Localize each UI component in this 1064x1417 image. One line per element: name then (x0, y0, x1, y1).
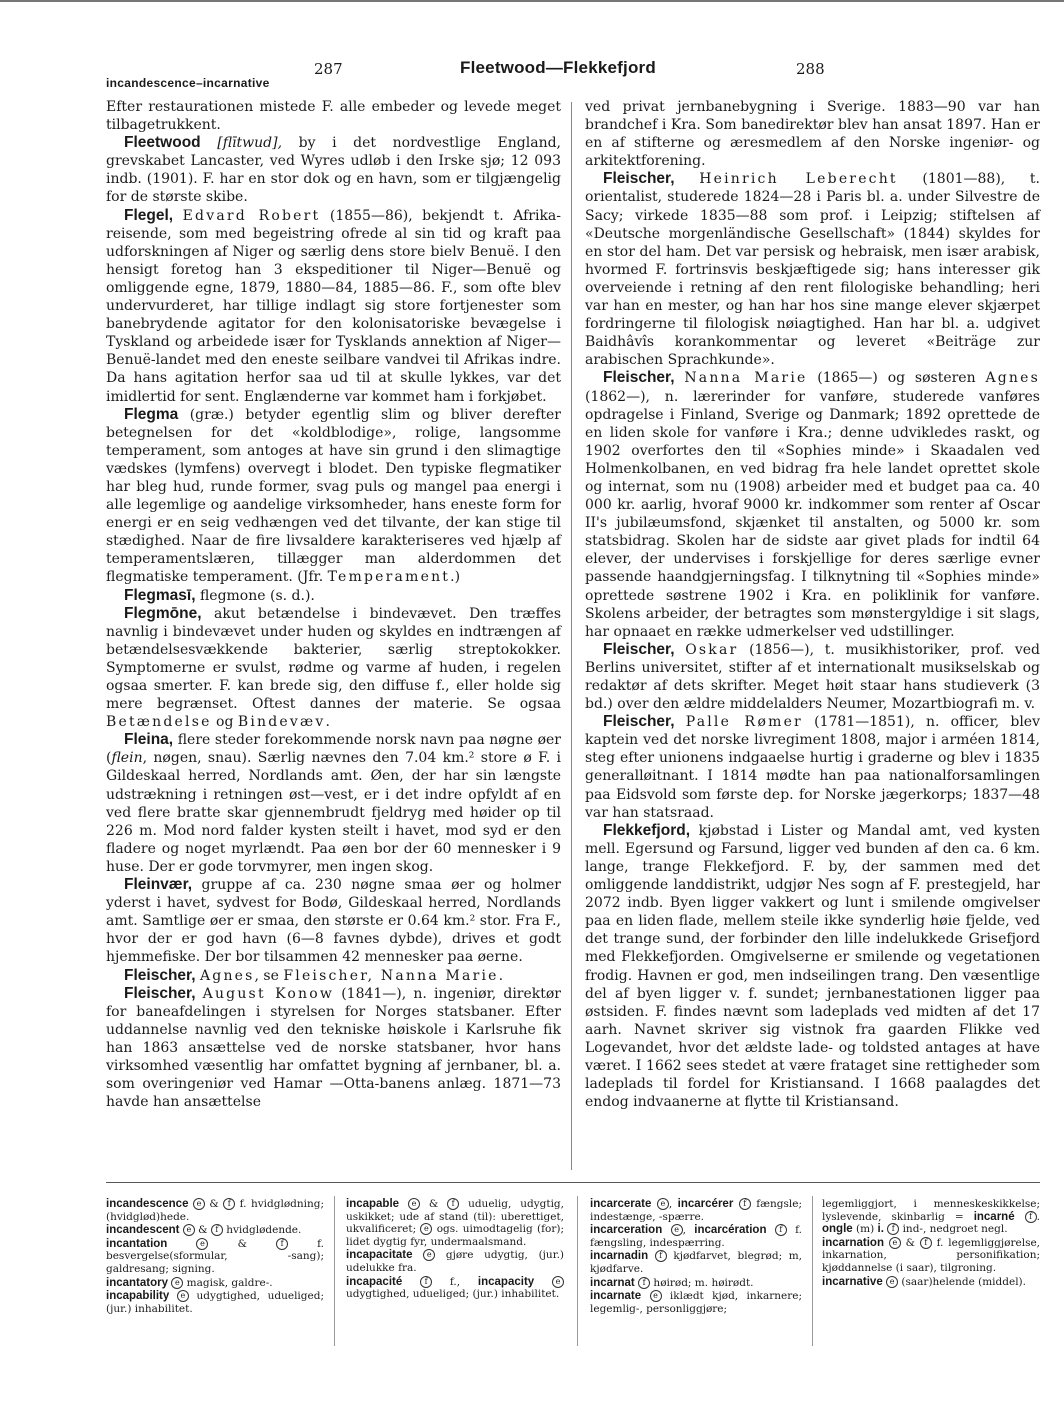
entry-text (196, 986, 203, 1002)
entry-text: (m) (852, 1223, 878, 1236)
footnote-divider (334, 1196, 335, 1346)
entry-text: f. fængsling, indespærring. (590, 1224, 803, 1249)
entry-text: & (194, 1224, 211, 1237)
spaced-name: Edvard Robert (182, 207, 321, 224)
language-mark: f (211, 1224, 223, 1236)
language-mark: e (552, 1276, 564, 1288)
entry-text: (1856—), t. musikhistoriker, prof. ved Berlins universitet, stifter af et internationalt musikselskab og redaktør af dets skrifter. Meget høit staar hans studieverk (3 bd.) over den ældre middelalders Neumer, Mozartbiografi m. v. (585, 641, 1040, 713)
headword: incapacitate (346, 1249, 413, 1262)
headword: Flegel, (124, 206, 174, 224)
dictionary-entry (585, 822, 1040, 1112)
pronunciation: [flītwud], (217, 135, 283, 152)
dictionary-entry (585, 713, 1040, 822)
dictionary-entry (106, 134, 561, 206)
headword: incarnative (822, 1275, 883, 1288)
entry-text (201, 135, 218, 151)
language-mark: e (177, 1290, 189, 1302)
entry-text: . (325, 714, 330, 731)
language-mark: f (447, 1198, 459, 1210)
page-number-right: 288 (796, 60, 825, 78)
footnote-rule (106, 1182, 1040, 1183)
headword: Fleischer, (603, 640, 675, 658)
language-mark: e (171, 1277, 183, 1289)
headword: incarceration (590, 1224, 663, 1237)
entry-text: f., (432, 1275, 478, 1288)
language-mark: e (193, 1198, 205, 1210)
headword: incarcérer (677, 1198, 734, 1210)
entry-text: legemliggjort, i menneskeskikkelse; lyslevende, skinbarlig = (822, 1198, 1040, 1223)
spaced-name: Agnes (985, 370, 1040, 387)
entry-text (648, 1250, 655, 1262)
entry-text: flegmone (s. d.). (195, 587, 315, 604)
entry-text: (1865—) og søsteren (807, 370, 986, 387)
entry-text: (1841—), n. ingeniør, direktør for baneafdelingen i styrelsen for Norges statsbaner. Efter uddannelse navnlig ved den tekniske høiskole i Karlsruhe fik han 1863 ansættelse ved de norske statsbaner, hvor hans virksomhed væsentlig har omfattet bygning af jernbaner, bl. a. som overingeniør ved Hamar —Otta-banens anlæg. 1871—73 havde han ansættelse (106, 985, 561, 1111)
entry-text: iklædt kjød, inkarnere; legemlig-, personliggjøre; (590, 1290, 802, 1315)
footnote-entry (590, 1250, 802, 1275)
dictionary-entry (585, 98, 1040, 170)
footnote-column-3 (590, 1198, 802, 1316)
language-mark: e (657, 1198, 669, 1210)
dictionary-entry (106, 985, 561, 1112)
entry-text: gjøre udygtig, (jur.) udelukke fra. (346, 1249, 564, 1274)
headword: Fleischer, (603, 369, 675, 387)
entry-text: . (498, 967, 504, 984)
headword: Fleischer, (603, 170, 675, 188)
language-mark: f (739, 1198, 751, 1210)
headword: incantatory (106, 1276, 168, 1289)
headword: Fleetwood (124, 134, 201, 152)
entry-text: by i det nordvestlige England, grevskabet Lancaster, ved Wyres udløb i den Irske sjø; 12 093 indb. (1901). F. har en stor dok og en havn, som er tilgjængelig for de største skibe. (106, 135, 562, 206)
entry-text (641, 1290, 649, 1302)
entry-text: & (204, 1198, 224, 1210)
spaced-name: Oskar (685, 641, 739, 658)
headword: incarné (973, 1210, 1015, 1223)
footnote-column-4 (822, 1198, 1040, 1289)
dictionary-entry (106, 207, 561, 406)
entry-text (167, 1238, 196, 1250)
entry-text: kjøbstad i Lister og Mandal amt, ved kysten mell. Egersund og Farsund, ligger ved bunden af den ca. 6 km. lange, trange Flekkefjord. F. by, der sammen med det omliggende landdistrikt, udgjør Nes sogn af F. prestegjeld, har 2072 indb. Byen ligger vakkert og lunt i smilende omgivelser paa en liden flade, mellem steile ikke synderlig høie fjelde, ved det trange sund, der forbinder den lille indelukkede Grisefjord med Flekkefjorden. Omgivelserne er smilende og vegetationen frodig. Havnen er god, men indseilingen trang. Den væsentlige del af byen ligger v. f. sundet; jernbanestationen ligger paa østsiden. F. findes nævnt som ladeplads ved midten af det 17 aarh. Navnet skriver sig vistnok fra gaarden Flikke ved Logevandet, hvor det ældste lade- og toldsted antages at have været. I 1662 sees stedet at være frataget sine rettigheder som ladeplads til fordel for Kristiansand. I 1668 paalagdes det endog indvaanerne at flytte til Kristiansand. (585, 822, 1040, 1111)
language-mark: f (638, 1277, 650, 1289)
entry-text (412, 1249, 423, 1261)
entry-text (675, 370, 685, 386)
spaced-name: Nanna Marie (684, 370, 808, 387)
language-mark: e (889, 1237, 901, 1249)
spaced-name: Agnes (199, 967, 255, 984)
entry-text (675, 171, 700, 187)
entry-text: f. besvergelse(sformular, -sang); galdresang; signing. (106, 1237, 325, 1275)
language-mark: f (655, 1250, 667, 1262)
spaced-name: Fleischer, Nanna Marie (283, 967, 499, 984)
entry-text (534, 1276, 552, 1288)
headword: incapacity (477, 1275, 535, 1288)
dictionary-entry (106, 876, 561, 966)
entry-text: fængsle; indestænge, -spærre. (590, 1198, 802, 1223)
entry-text: f. legemliggjørelse, inkarnation, personifikation; kjøddannelse (i saar), tilgroning. (822, 1236, 1041, 1274)
right-text-column (585, 98, 1040, 1111)
language-mark: f (1025, 1211, 1037, 1223)
headword: incarcération (694, 1224, 767, 1237)
footnote-entry (346, 1276, 564, 1301)
entry-text: udygtighed, udueliged; (jur.) inhabilitet. (346, 1288, 560, 1301)
headword: incarnadin (590, 1250, 649, 1263)
headword: Flegmōne, (124, 604, 202, 622)
entry-text: & (208, 1237, 277, 1250)
footnote-entry (346, 1198, 564, 1248)
entry-text (675, 714, 686, 730)
entry-text (766, 1224, 774, 1236)
footnote-entry (822, 1237, 1040, 1275)
dictionary-entry (106, 587, 561, 605)
entry-text: udygtighed, udueliged; (jur.) inhabilitet. (106, 1290, 324, 1315)
language-mark: f (775, 1224, 787, 1236)
spaced-name: Temperament (327, 569, 451, 586)
language-mark: e (408, 1198, 420, 1210)
dictionary-entry (106, 406, 561, 587)
entry-text (675, 642, 686, 658)
headword: incapability (106, 1290, 170, 1303)
entry-text: (1855—86), bekjendt t. Afrika-reisende, som med begeistring ofrede al sin tid og kraft paa udforskningen af Niger og særlig dens store bielv Benuë. I den hensigt foretog han 3 ekspeditioner til Niger—Benuë og omliggende egne, 1879, 1880—84, 1885—86. F., som ofte blev undervurderet, har tillige indlagt sig store fortjenester som banebrydende agitator for den kolonisatoriske bevægelse i Tyskland og arbeidede især for Tysklands annektion af Niger—Benuë-landet med den eneste seilbare vandvei til Afrikas indre. Da hans agitation herfor saa ud til at skulle lykkes, var det imidlertid for sent. Englænderne var kommet ham i forkjøbet. (106, 207, 561, 405)
language-mark: e (183, 1224, 195, 1236)
headword: incarcerate (590, 1198, 652, 1210)
page-number-left: 287 (314, 60, 343, 78)
entry-text: . (1036, 1210, 1040, 1223)
headword: incantation (106, 1237, 168, 1250)
headword: incapable (346, 1198, 400, 1210)
entry-text: (saar)helende (middel). (898, 1275, 1026, 1288)
entry-text: , (682, 1224, 695, 1237)
headword: Flegma (124, 405, 179, 423)
language-mark: e (650, 1290, 662, 1302)
headword: Fleischer, (124, 966, 196, 984)
footnote-entry (822, 1276, 1040, 1289)
entry-text: & (900, 1236, 920, 1249)
language-mark: f (276, 1238, 288, 1250)
dictionary-entry (106, 967, 561, 985)
footnote-divider (812, 1196, 813, 1346)
entry-text: , (668, 1198, 678, 1210)
language-mark: f (887, 1223, 899, 1235)
entry-text: & (419, 1198, 448, 1210)
entry-text: og (211, 714, 238, 731)
dictionary-entry (585, 170, 1040, 369)
headword: i. (877, 1223, 884, 1236)
footnote-entry (106, 1238, 324, 1276)
footnote-entry (590, 1198, 802, 1223)
entry-text: magisk, galdre-. (183, 1276, 273, 1289)
footnote-divider (577, 1196, 578, 1346)
language-mark: e (420, 1223, 432, 1235)
headword: ongle (822, 1223, 853, 1236)
italic-term: flein (111, 750, 143, 767)
spaced-name: Bindevæv (237, 714, 326, 731)
entry-text: flere steder forekommende norsk navn paa nøgne øer ( (106, 732, 561, 767)
headword: incapacité (346, 1275, 403, 1288)
spaced-name: Betændelse (106, 714, 212, 731)
headword: incarnation (822, 1236, 884, 1249)
entry-text: (1862—), n. lærerinder for vanføre, studerede vanføres opdragelse i Finland, Sverige og Danmark; 1892 oprettede de en liden skole for vanføre i Kra.; denne udvikledes raskt, og 1902 overfortes den til «Sophies minde» i Skaadalen ved Holmenkolbanen, en ved bidrag fra hele landet oprettet skole og internat, som nu (1908) arbeider med et budget paa ca. 40 000 kr. aarlig, hvoraf 9000 kr. indkommer som renter af Oscar II's jubilæumsfond, skjænket til anstalten, og 5000 kr. som statsbidrag. Skolen har de sidste aar givet plads for indtil 64 elever, der undervises i forskjellige for deres særlige evner passende haandgjerningsfag. I tilknytning til «Sophies minde» oprettede søstrene 1902 i Kra. en poliklinik for vanføre. Skolens arbeider, der betragtes som mønstergyldige i sit slags, har opnaaet en række udmerkelser ved udstillinger. (585, 388, 1040, 640)
headword: Fleina, (124, 731, 174, 749)
entry-text (173, 208, 183, 224)
headword: incarnate (590, 1290, 642, 1303)
entry-text (662, 1224, 670, 1236)
entry-text: , se (254, 967, 284, 984)
entry-text: hvidglødende. (222, 1224, 302, 1237)
language-mark: e (886, 1276, 898, 1288)
entry-text: ogs. uimodtagelig (for); lidet dygtig fyr, undermaalsmand. (346, 1223, 564, 1248)
footnote-entry (106, 1198, 324, 1223)
footnote-entry (106, 1224, 324, 1237)
footnote-entry (106, 1290, 324, 1315)
entry-text: akut betændelse i bindevævet. Den træffes navnlig i bindevævet under huden og skyldes en indtrængen af betændelsesvækkende bakterier, særlig streptokokker. Symptomerne er svulst, rødme og varme af huden, i regelen ogsaa smerter. F. kan brede sig, den diffuse f., eller holde sig mere begrænset. Oftest dannes der materie. Se ogsaa (106, 605, 561, 713)
entry-text: Efter restaurationen mistede F. alle embeder og levede meget tilbagetrukkent. (106, 99, 561, 134)
entry-text: f. hvidglødning; (hvidglød)hede. (106, 1198, 324, 1223)
headword: Fleischer, (603, 713, 675, 731)
headword: Flekkefjord, (603, 821, 690, 839)
entry-text: , nøgen, snau). Særlig nævnes den 7.04 km.² store ø F. i Gildeskaal herred, Nordlands amt. Øen, der har sin længste udstrækning i retningen øst—vest, er i det indre opfyldt af en ved flere bratte skar gjennembrudt fjeldryg med høider op til 226 m. Mod nord falder kysten steilt i havet, mod syd er den fladere og noget myrlændt. Paa øen bor der 60 mennesker i 9 huse. Der er gode torvmyrer, men ingen skog. (106, 750, 561, 875)
entry-text (733, 1198, 738, 1210)
language-mark: f (920, 1237, 932, 1249)
footnote-entry (346, 1249, 564, 1274)
dictionary-entry (585, 369, 1040, 640)
headword: Fleischer, (124, 984, 196, 1002)
entry-text (1015, 1211, 1025, 1223)
entry-text: uduelig, udygtig, uskikket; ude af stand (til): uberettiget, ukvalificeret; (346, 1198, 564, 1236)
language-mark: e (423, 1249, 435, 1261)
entry-text: høirød; m. høirødt. (650, 1276, 754, 1289)
language-mark: f (420, 1276, 432, 1288)
headword: Fleinvær, (124, 876, 193, 894)
entry-text (399, 1198, 408, 1210)
entry-text: gruppe af ca. 230 nøgne smaa øer og holmer yderst i havet, sydvest for Bodø, Gildeskaal herred, Nordlands amt. Samtlige øer er smaa, den største er 0.64 km.² stor. Fra F., hvor der er god havn (6—8 favnes dybde), drives et godt hjemmefiske. Der bor tilsammen 42 mennesker paa øerne. (106, 877, 561, 966)
dictionary-entry (106, 731, 561, 876)
entry-text (402, 1276, 420, 1288)
entry-text: (græ.) betyder egentlig slim og bliver derefter betegnelsen for det «koldblodige», rolige, langsomme temperament, som antoges at have sin grund i den slimagtige vædskes (lymfens) overvegt i blodet. Den typiske flegmatiker har bleg hud, runde former, svag puls og mangel paa energi i alle legemlige og aandelige virksomheder, hans eneste form for energi er en seig vedhængen ved det tilvante, der kan stige til stædighed. Naar de fire livsaldere karakteriseres ved hjælp af temperamentslæren, tillægger man alderdommen det flegmatiske temperament. (Jfr. (106, 406, 561, 586)
entry-text: ind-, nedgroet negl. (899, 1223, 1008, 1236)
spaced-name: Heinrich Leberecht (699, 171, 898, 188)
footnote-entry (822, 1198, 1040, 1236)
footnote-entry (590, 1290, 802, 1315)
entry-text: (1781—1851), n. officer, blev kaptein ved det norske livregiment 1808, major i arméen 1814, steg efter unionens indgaaelse hurtig i graderne og blev i 1835 generalløitnant. I 1814 mødte han paa nationalforsamlingen paa Eidsvold som første dep. for Norske jægerkorps; 1837—48 var han statsraad. (585, 714, 1040, 821)
language-mark: f (223, 1198, 235, 1210)
footnote-entry (590, 1224, 802, 1249)
entry-text (169, 1290, 177, 1302)
entry-text: ved privat jernbanebygning i Sverige. 1883—90 var han brandchef i Kra. Som banedirektør blev han ansat 1897. Han er en af stifterne og æresmedlem af den Norske ingeniør- og arkitektforening. (585, 99, 1040, 170)
entry-text: kjødfarvet, blegrød; m, kjødfarve. (590, 1250, 803, 1275)
entry-text: (1801—88), t. orientalist, studerede 1824—28 i Paris bl. a. under Silvestre de Sacy; virkede 1835—88 som prof. i Leipzig; stiftelsen af «Deutsche morgenländische Gesellschaft» (1844) skyldes for en stor del ham. Det var persisk og hebraisk, men især arabisk, hvormed F. fortrinsvis beskjæftigede sig; hans interesser gik overveiende i retning af den rent filologiske behandling; heri var han en mester, og han har hos sine mange elever skjærpet fordringerne til filologisk nøiagtighed. Han har bl. a. udgivet Baidhâvîs korankommentar og leveret «Beiträge zur arabischen Sprachkunde». (585, 171, 1040, 369)
dictionary-entry (585, 641, 1040, 713)
language-mark: e (671, 1224, 683, 1236)
dictionary-entry (106, 98, 561, 134)
spaced-name: August Konow (202, 985, 335, 1002)
left-text-column (106, 98, 561, 1111)
footnote-entry (106, 1277, 324, 1290)
dictionary-entry (106, 605, 561, 732)
headword: incarnat (590, 1276, 635, 1289)
footnote-column-2 (346, 1198, 564, 1302)
headword: incandescence (106, 1198, 189, 1210)
column-divider (571, 102, 572, 1170)
entry-text: .) (450, 569, 461, 586)
language-mark: e (196, 1238, 208, 1250)
running-title: Fleetwood—Flekkefjord (460, 58, 656, 77)
catchword: incandescence–incarnative (106, 76, 270, 90)
headword: incandescent (106, 1224, 180, 1237)
spaced-name: Palle Rømer (685, 714, 803, 731)
headword: Flegmasī, (124, 586, 196, 604)
footnote-entry (590, 1277, 802, 1290)
top-rule (0, 0, 1064, 2)
footnote-column-1 (106, 1198, 324, 1316)
